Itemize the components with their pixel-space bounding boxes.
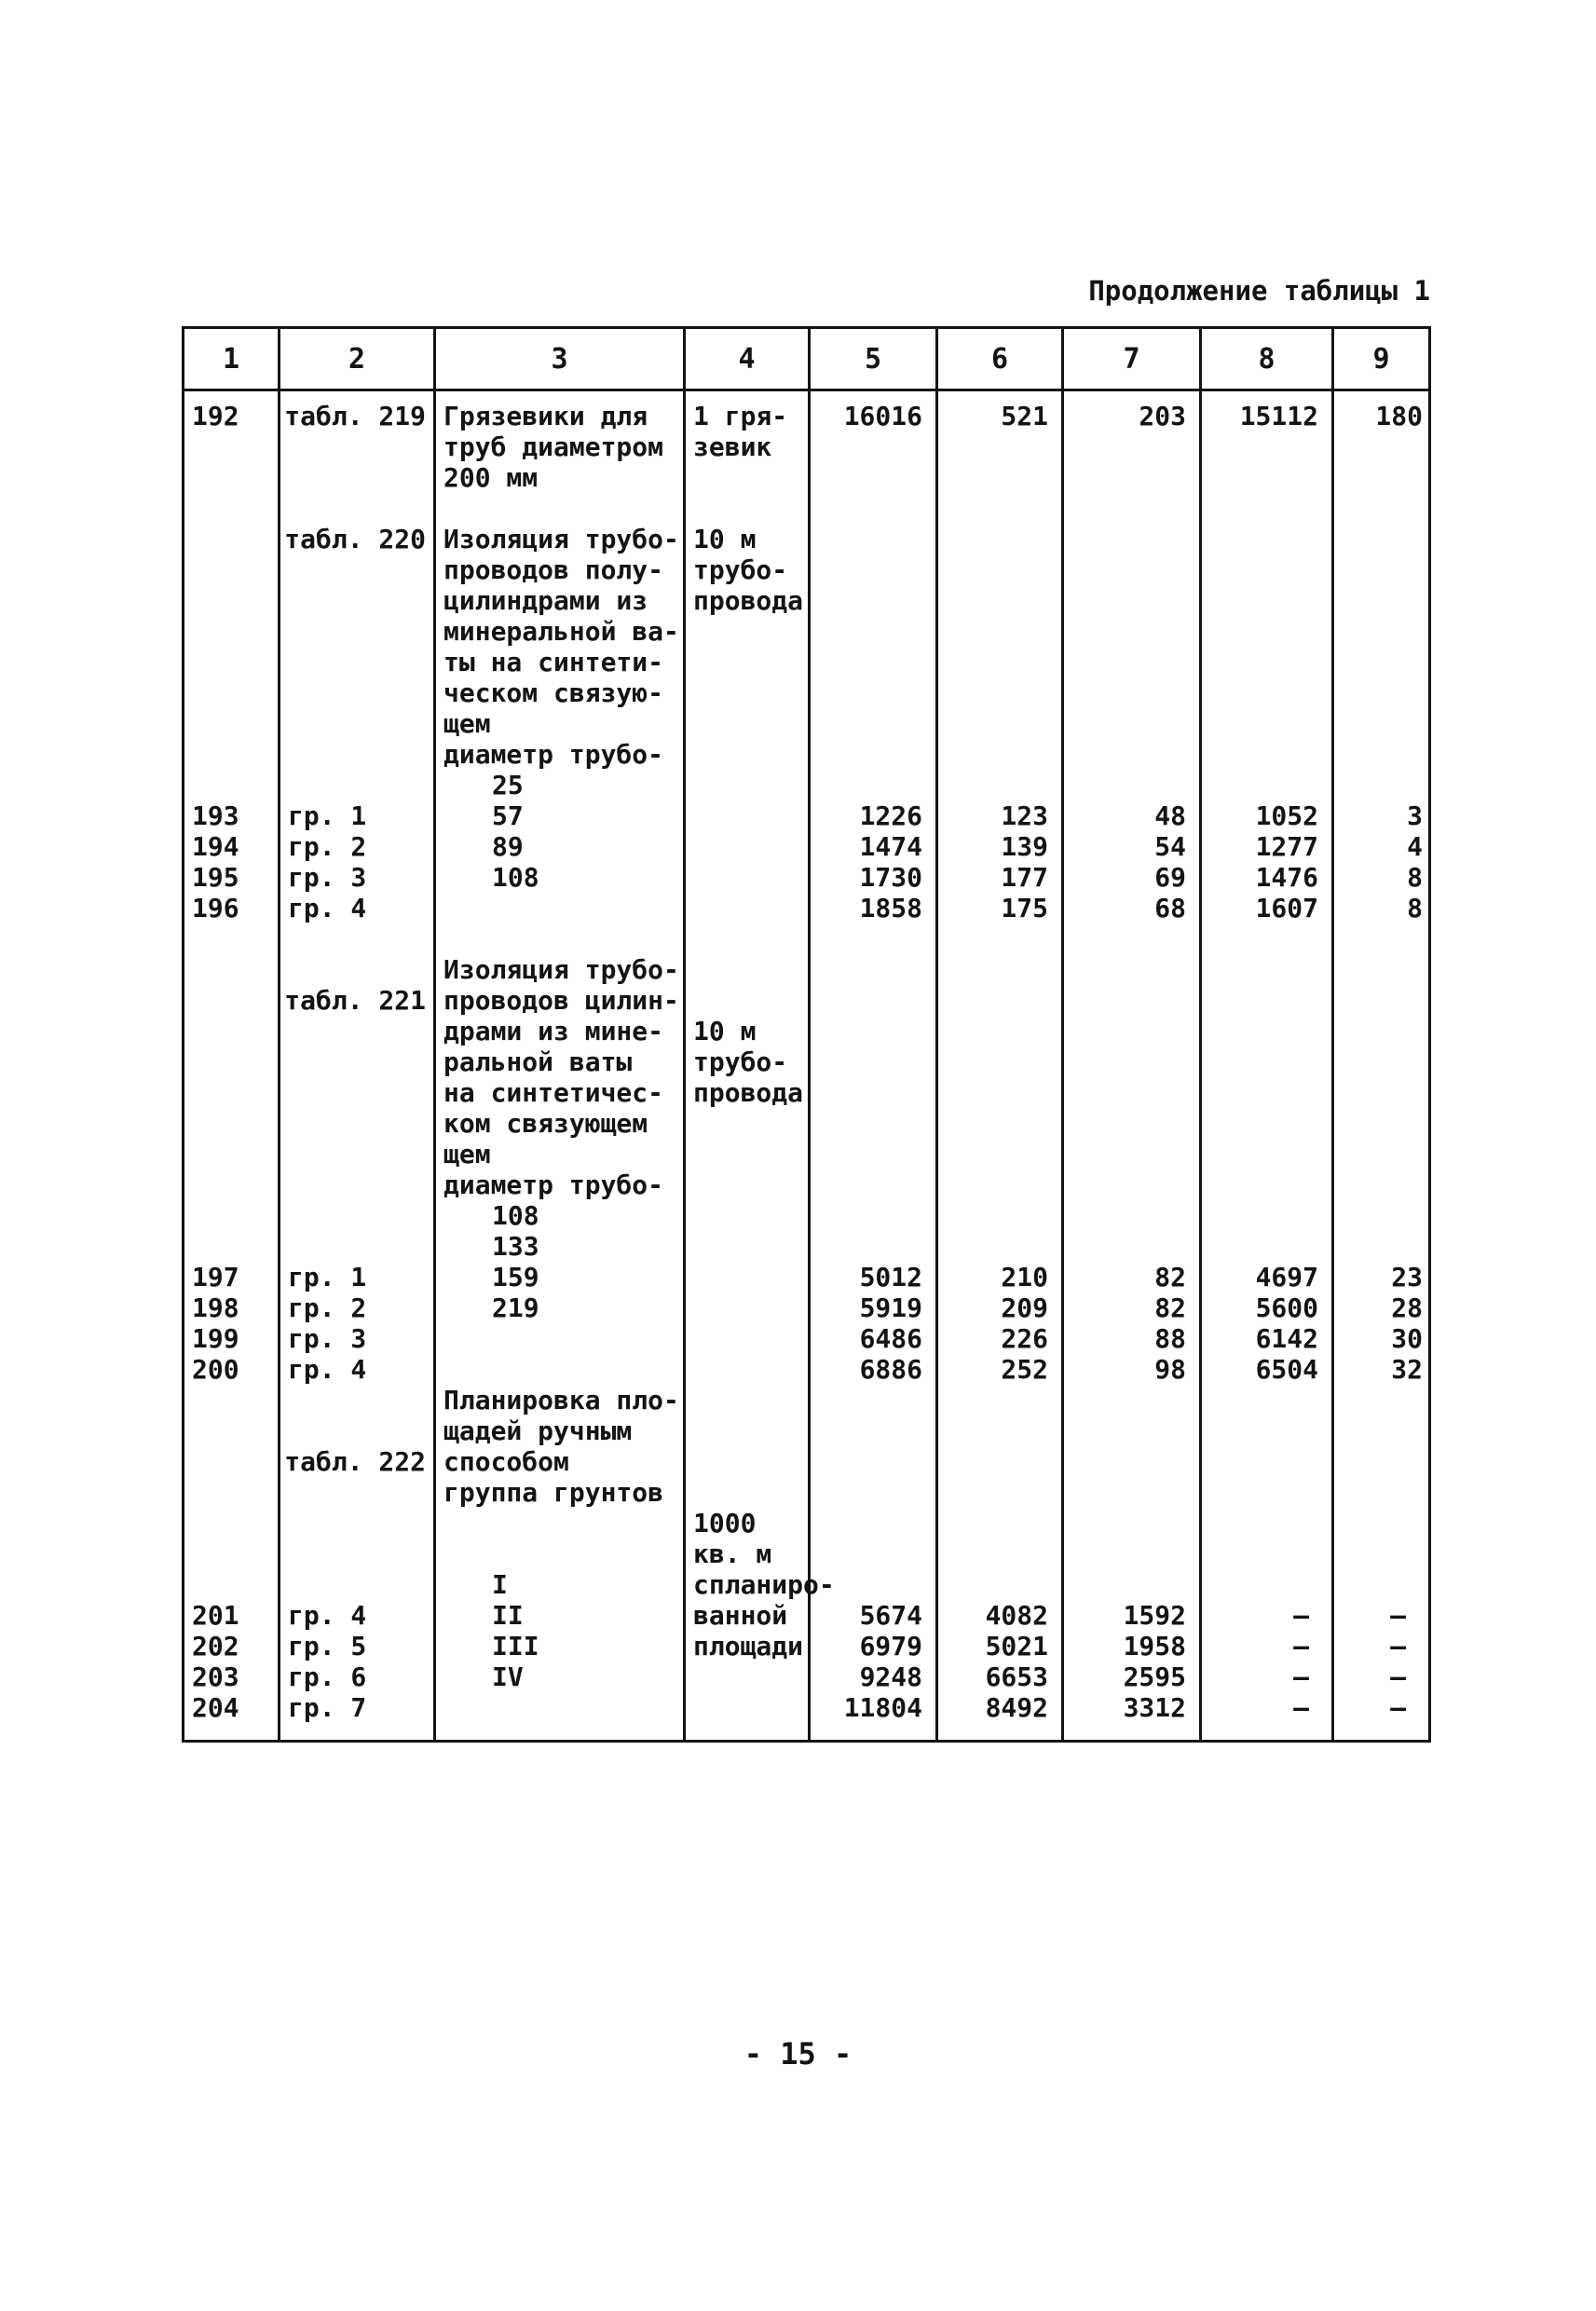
description-line: 200 мм <box>443 462 539 493</box>
table-body-row <box>184 390 1430 1742</box>
cell-value: 6142 <box>1255 1323 1318 1354</box>
table-ref: табл. 222 <box>284 1446 426 1477</box>
unit-line: 1000 <box>693 1508 757 1538</box>
row-index: 200 <box>192 1354 239 1385</box>
col-header: 7 <box>1063 328 1201 390</box>
cell-value: 8 <box>1407 893 1423 923</box>
description-line: ком связующем <box>443 1108 648 1139</box>
cell-value: 23 <box>1391 1262 1423 1292</box>
col-header: 1 <box>184 328 280 390</box>
cell-value: 9248 <box>859 1661 922 1692</box>
diameter-value: 159 <box>492 1262 539 1292</box>
group-label: гр. 2 <box>288 1292 367 1323</box>
cell-value: 252 <box>1001 1354 1048 1385</box>
cell-value: 177 <box>1001 862 1048 893</box>
cell-value: 68 <box>1154 893 1186 923</box>
description-line: цилиндрами из <box>443 585 648 616</box>
cell-value: 82 <box>1154 1292 1186 1323</box>
cell-value: – <box>1390 1692 1406 1723</box>
row-index: 204 <box>192 1692 239 1723</box>
table-ref: табл. 221 <box>284 985 426 1016</box>
cell-value: 209 <box>1001 1292 1048 1323</box>
diameter-value: 89 <box>492 831 524 862</box>
cell-value: – <box>1390 1661 1406 1692</box>
row-index: 202 <box>192 1631 239 1661</box>
cell-value: 98 <box>1154 1354 1186 1385</box>
cell-value: 48 <box>1154 800 1186 831</box>
description-line: щадей ручным <box>443 1415 633 1446</box>
cell-value: 88 <box>1154 1323 1186 1354</box>
col-header: 9 <box>1333 328 1430 390</box>
group-label: гр. 6 <box>288 1661 367 1692</box>
cell-value: 3 <box>1407 800 1423 831</box>
cell-value: 3312 <box>1123 1692 1186 1723</box>
cell-value: 1607 <box>1255 893 1318 923</box>
table-ref: табл. 219 <box>284 401 426 431</box>
cell-value: 16016 <box>843 401 922 431</box>
cell-value: 2595 <box>1123 1661 1186 1692</box>
cell-value: – <box>1390 1600 1406 1631</box>
description-line: Изоляция трубо- <box>443 954 679 985</box>
group-label: гр. 5 <box>288 1631 367 1661</box>
cell-value: 4082 <box>985 1600 1048 1631</box>
unit-line: трубо- <box>693 554 788 585</box>
description-line: на синтетичес- <box>443 1077 664 1108</box>
cell-value: 175 <box>1001 893 1048 923</box>
table-caption: Продолжение таблицы 1 <box>1088 275 1430 307</box>
row-index: 199 <box>192 1323 239 1354</box>
row-index: 195 <box>192 862 239 893</box>
cell-value: – <box>1293 1692 1309 1723</box>
description-line: ральной ваты <box>443 1046 633 1077</box>
cell-value: 4 <box>1407 831 1423 862</box>
cell-value: 5919 <box>859 1292 922 1323</box>
value-column-8 <box>1201 390 1333 1742</box>
group-label: гр. 4 <box>288 893 367 923</box>
cell-value: 1052 <box>1255 800 1318 831</box>
cell-value: 139 <box>1001 831 1048 862</box>
description-line: проводов полу- <box>443 554 664 585</box>
description-line: проводов цилин- <box>443 985 679 1016</box>
value-column-7 <box>1063 390 1201 1742</box>
diameter-value: 133 <box>492 1231 539 1262</box>
cell-value: 30 <box>1391 1323 1423 1354</box>
cell-value: 521 <box>1001 401 1048 431</box>
col-header: 6 <box>937 328 1063 390</box>
cell-value: – <box>1293 1600 1309 1631</box>
cell-value: 5021 <box>985 1631 1048 1661</box>
cell-value: 6886 <box>859 1354 922 1385</box>
cell-value: 226 <box>1001 1323 1048 1354</box>
cell-value: 1858 <box>859 893 922 923</box>
description-line: ческом связую- <box>443 677 664 708</box>
soil-group-value: II <box>492 1600 524 1631</box>
soil-group-value: IV <box>492 1661 524 1692</box>
cost-table <box>182 326 1431 1743</box>
cell-value: 8 <box>1407 862 1423 893</box>
group-label: гр. 4 <box>288 1354 367 1385</box>
cell-value: 6486 <box>859 1323 922 1354</box>
unit-line: трубо- <box>693 1046 788 1077</box>
diameter-value: 25 <box>492 770 524 800</box>
column-number-row <box>184 328 1430 390</box>
group-label: гр. 3 <box>288 862 367 893</box>
description-line: способом <box>443 1446 569 1477</box>
cell-value: 1730 <box>859 862 922 893</box>
description-line: Грязевики для <box>443 401 648 431</box>
description-line: диаметр трубо- <box>443 1169 664 1200</box>
unit-line: ванной <box>693 1600 788 1631</box>
description-line: минеральной ва- <box>443 616 679 647</box>
value-column-9 <box>1333 390 1430 1742</box>
cell-value: 69 <box>1154 862 1186 893</box>
description-line: диаметр трубо- <box>443 739 664 770</box>
cell-value: 180 <box>1375 401 1423 431</box>
cell-value: 6653 <box>985 1661 1048 1692</box>
group-label: гр. 7 <box>288 1692 367 1723</box>
cell-value: 28 <box>1391 1292 1423 1323</box>
description-line: труб диаметром <box>443 431 664 462</box>
unit-column <box>685 390 835 1742</box>
cell-value: 5012 <box>859 1262 922 1292</box>
page-number: - 15 - <box>743 2036 853 2072</box>
unit-line: провода <box>693 585 804 616</box>
unit-line: 10 м <box>693 1016 757 1046</box>
group-label: гр. 2 <box>288 831 367 862</box>
cell-value: 210 <box>1001 1262 1048 1292</box>
description-line: щем <box>443 1139 491 1169</box>
col-header: 2 <box>280 328 435 390</box>
row-index: 193 <box>192 800 239 831</box>
group-label: гр. 1 <box>288 1262 367 1292</box>
value-column-5 <box>810 390 937 1742</box>
unit-line: площади <box>693 1631 804 1661</box>
cell-value: 11804 <box>843 1692 922 1723</box>
cell-value: 203 <box>1139 401 1186 431</box>
cell-value: 1226 <box>859 800 922 831</box>
cell-value: 1474 <box>859 831 922 862</box>
cell-value: – <box>1293 1631 1309 1661</box>
unit-line: провода <box>693 1077 804 1108</box>
value-column-6 <box>937 390 1063 1742</box>
group-label: гр. 3 <box>288 1323 367 1354</box>
index-column <box>184 390 280 1742</box>
cell-value: 5600 <box>1255 1292 1318 1323</box>
row-index: 198 <box>192 1292 239 1323</box>
reference-column <box>280 390 435 1742</box>
cell-value: 54 <box>1154 831 1186 862</box>
cell-value: 1958 <box>1123 1631 1186 1661</box>
cell-value: – <box>1390 1631 1406 1661</box>
description-line: группа грунтов <box>443 1477 664 1508</box>
group-label: гр. 1 <box>288 800 367 831</box>
cell-value: 6979 <box>859 1631 922 1661</box>
diameter-value: 108 <box>492 1200 539 1231</box>
row-index: 194 <box>192 831 239 862</box>
cell-value: 32 <box>1391 1354 1423 1385</box>
row-index: 201 <box>192 1600 239 1631</box>
cell-value: 1277 <box>1255 831 1318 862</box>
row-index: 197 <box>192 1262 239 1292</box>
description-line: щем <box>443 708 491 739</box>
cell-value: 82 <box>1154 1262 1186 1292</box>
soil-group-value: I <box>492 1569 508 1600</box>
cell-value: 15112 <box>1239 401 1318 431</box>
col-header: 3 <box>435 328 685 390</box>
col-header: 4 <box>685 328 810 390</box>
cell-value: 6504 <box>1255 1354 1318 1385</box>
unit-line: кв. м <box>693 1538 772 1569</box>
diameter-value: 57 <box>492 800 524 831</box>
row-index: 203 <box>192 1661 239 1692</box>
cell-value: 1592 <box>1123 1600 1186 1631</box>
diameter-value: 219 <box>492 1292 539 1323</box>
cell-value: 8492 <box>985 1692 1048 1723</box>
cell-value: – <box>1293 1661 1309 1692</box>
cell-value: 123 <box>1001 800 1048 831</box>
row-index: 196 <box>192 893 239 923</box>
col-header: 5 <box>810 328 937 390</box>
unit-line: зевик <box>693 431 772 462</box>
description-line: Планировка пло- <box>443 1385 679 1415</box>
cell-value: 4697 <box>1255 1262 1318 1292</box>
unit-line: 1 гря- <box>693 401 788 431</box>
description-line: ты на синтети- <box>443 647 664 677</box>
col-header: 8 <box>1201 328 1333 390</box>
table-ref: табл. 220 <box>284 524 426 554</box>
unit-line: спланиро- <box>693 1569 835 1600</box>
group-label: гр. 4 <box>288 1600 367 1631</box>
cell-value: 5674 <box>859 1600 922 1631</box>
row-index: 192 <box>192 401 239 431</box>
description-line: драми из мине- <box>443 1016 664 1046</box>
cell-value: 1476 <box>1255 862 1318 893</box>
description-column <box>435 390 685 1742</box>
soil-group-value: III <box>492 1631 539 1661</box>
description-line: Изоляция трубо- <box>443 524 679 554</box>
diameter-value: 108 <box>492 862 539 893</box>
unit-line: 10 м <box>693 524 757 554</box>
